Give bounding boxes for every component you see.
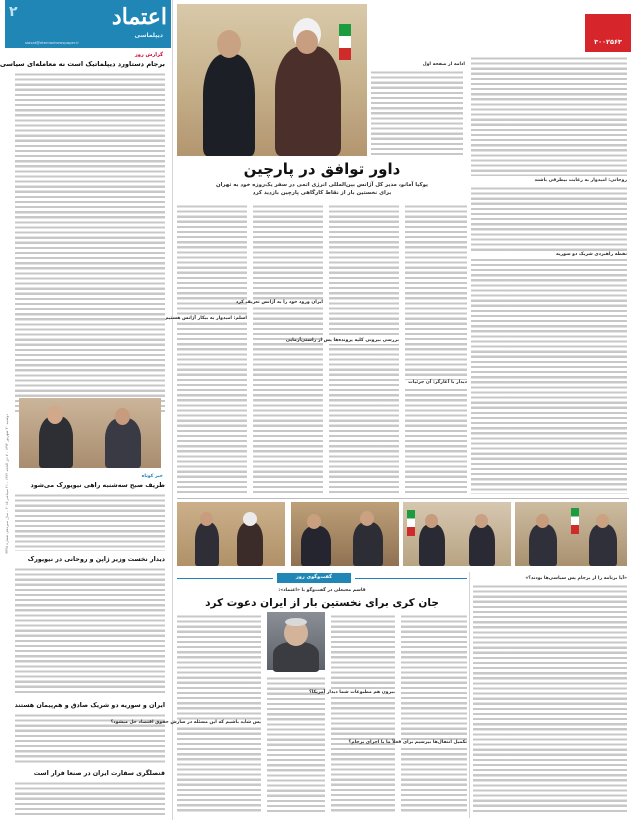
main-col-3 [285, 204, 399, 494]
head [425, 514, 438, 528]
masthead: اعتماد دیپلماسی siasat@etemadnewspaper.ir ۲ دوشنبه ۳۰ شهریور ۱۳۹۴ - ۷ ذی الحجه ۱۴۳۶ - ۲۱ سپتامبر ۲۰۱۵ - سال سیزدهم، شماره ۳۳۴۸ [5, 0, 171, 48]
red-banner [585, 14, 631, 52]
question-3: پس شاید باشیم که این مسئله در سازش حقوق اقتصاد حل میشود؟ [110, 720, 261, 725]
section-rule [177, 498, 629, 499]
head [285, 618, 307, 626]
main-subhead-2: برای نخستین بار از نقاط کارگاهی پارچین بازدید کرد [252, 190, 392, 196]
person [469, 524, 495, 566]
head [307, 514, 321, 529]
main-col-1 [165, 204, 247, 494]
inset-heading-4: اسلم: امیدوار به بیکار آژانس هستیم [165, 316, 247, 321]
person [419, 524, 445, 566]
person-rouhani [275, 46, 341, 156]
mid-body [15, 493, 165, 551]
headline-2: دیدار نخست وزیر ژاپن و روحانی در نیویورک [27, 556, 165, 563]
side-body [371, 70, 463, 156]
main-headline: داور توافق در پارچین [243, 160, 401, 178]
photo-strip-3 [403, 502, 511, 566]
body-4 [15, 781, 165, 817]
intro-body [471, 56, 627, 176]
photo-strip-2 [291, 502, 399, 566]
bottom-headline: جان کری برای نخستین بار از ایران دعوت کرد [205, 597, 439, 609]
head [200, 512, 213, 526]
person [237, 522, 263, 566]
head [243, 512, 257, 526]
inset-heading-1: روحانی: امیدوار به رعایت بیطرفی باشند [471, 178, 627, 184]
main-col-4 [405, 204, 467, 494]
flag [339, 24, 351, 60]
person [353, 522, 383, 566]
head [217, 30, 241, 58]
head [360, 511, 374, 526]
bottom-rule [355, 578, 467, 579]
inset-heading-2: ایران ورود خود را به آژانس تعریف کرد [235, 300, 323, 305]
person [273, 642, 319, 672]
side-heading: ادامه از صفحه اول [422, 62, 465, 67]
banner-number: ۳۰۰۲۵۶۳ [594, 38, 622, 46]
inset-heading-3: بررسی بیرونی کلیه پرونده‌ها پس از راستی‌آزمایی [285, 338, 399, 343]
photo-zarif-meeting [19, 398, 161, 468]
main-photo-amano-rouhani [177, 4, 367, 156]
head [536, 514, 549, 528]
lead-body [15, 72, 165, 412]
head [115, 408, 130, 425]
head [475, 514, 488, 528]
photo-mohebali [267, 612, 325, 670]
mid-headline: ظریف صبح سه‌شنبه راهی نیویورک می‌شود [30, 482, 165, 489]
person [195, 522, 219, 566]
right-col-body [471, 186, 627, 494]
bottom-kicker [277, 573, 351, 583]
flag [407, 510, 415, 536]
person [589, 524, 617, 566]
bottom-col-3 [309, 614, 395, 814]
inset-heading-6: نقطه راهبردی شریک دو سوریه [471, 252, 627, 258]
page-number: ۲ [9, 4, 18, 20]
right-bottom-body [473, 584, 627, 814]
question-1: بیرون هم مطبوعات شما دیدار آمریکا؟ [309, 690, 395, 695]
head [296, 30, 318, 54]
inset-heading-5: دیدار با آغازگر: آن جزئیات [405, 380, 467, 386]
person [301, 526, 331, 566]
short-news-kicker: خبر کوتاه [141, 474, 163, 479]
main-subhead-1: یوکیا آمانو، مدیر کل آژانس بین‌المللی انرژی اتمی در سفر یک‌روزه خود به تهران [215, 182, 429, 188]
head [596, 514, 609, 528]
flag [571, 508, 579, 534]
headline-3: ایران و سوریه دو شریک صادق و هم‌پیمان هستند [14, 702, 165, 709]
column-divider [469, 572, 470, 818]
main-col-2 [235, 204, 323, 494]
person [529, 524, 557, 566]
lead-headline: برجام دستاورد دیپلماتیک است نه معامله‌ای سیاسی [0, 60, 165, 68]
right-bottom-heading: «آیا برنامه را از برجام پس سیاسی‌ها بودند؟» [525, 576, 627, 581]
bottom-kicker-text: گفت‌وگوی روز [295, 574, 333, 580]
photo-strip-4 [515, 502, 627, 566]
bottom-rule [177, 578, 273, 579]
column-divider [172, 0, 173, 820]
headline-4: قنصلگری سفارت ایران در صنعا فرار است [33, 770, 165, 777]
question-2: تکمیل انتقال‌ها بپرسیم برای فعلاً ما با اجرای برجام؟ [348, 740, 467, 745]
bottom-col-2 [267, 676, 325, 814]
person-amano [203, 54, 255, 156]
section-label: دیپلماسی [134, 32, 163, 39]
bottom-col-1 [110, 614, 261, 814]
person [105, 418, 141, 468]
logo: اعتماد [111, 4, 167, 30]
head [47, 406, 63, 424]
body-2 [15, 567, 165, 695]
photo-strip-1 [177, 502, 285, 566]
bottom-caption: قاسم محبعلی در گفت‌وگو با «اعتماد»: [278, 588, 366, 593]
top-headline: گزارش روز [134, 52, 163, 58]
email: siasat@etemadnewspaper.ir [25, 40, 79, 45]
left-column [0, 0, 171, 820]
